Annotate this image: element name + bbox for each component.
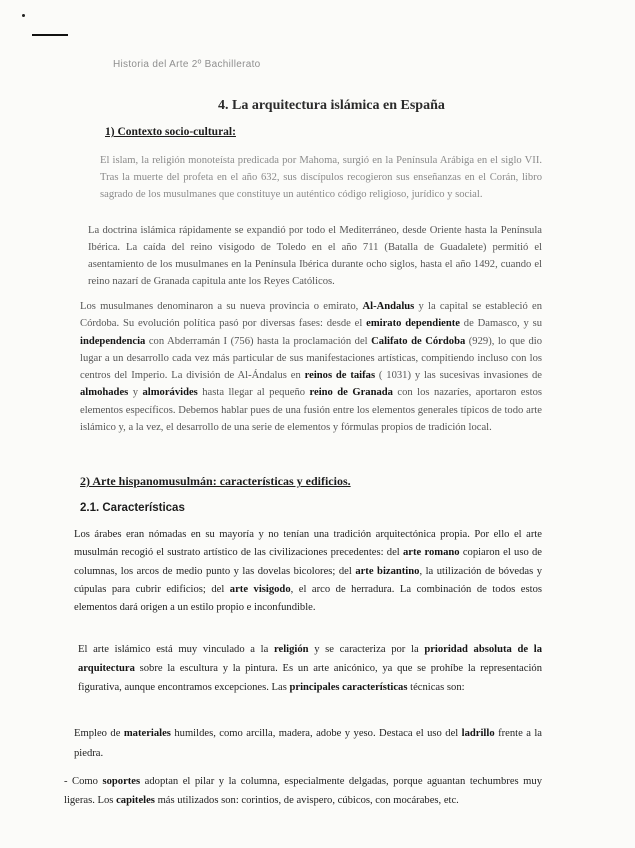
scan-mark-dot [22, 14, 25, 17]
page-title: 4. La arquitectura islámica en España [218, 98, 445, 113]
section-1-heading: 1) Contexto socio-cultural: [105, 126, 236, 138]
paragraph-influences: Los árabes eran nómadas en su mayoría y no tenían una tradición arquitectónica propia. Por ello el arte musulmán recogió el sustrato artístico de las civilizaciones precedentes: del arte romano copiaron el uso de columnas, los arcos de medio punto y las dovelas bicolores; del arte bizantino, la utilización de bóvedas y cúpulas para cubrir edificios; del arte visigodo, el arco de herradura. La combinación de todos estos elementos dará origen a un estilo propio e inconfundible. [74, 529, 542, 614]
scan-mark-dash [32, 34, 68, 36]
paragraph-materials: Empleo de materiales humildes, como arcilla, madera, adobe y yeso. Destaca el uso del ladrillo frente a la piedra. [74, 728, 542, 759]
paragraph-islam-origins: El islam, la religión monoteísta predicada por Mahoma, surgió en la Península Arábiga en el siglo VII. Tras la muerte del profeta en el año 632, sus discípulos recogieron sus enseñanzas en el Corán, libro sagrado de los musulmanes que constituye un auténtico código religioso, jurídico y social. [100, 155, 542, 200]
subsection-2-1-heading: 2.1. Características [80, 502, 185, 514]
paragraph-supports: - Como soportes adoptan el pilar y la columna, especialmente delgadas, porque aguantan techumbres muy ligeras. Los capiteles más utilizados son: corintios, de avispero, cúbicos, con mocárabes, etc. [64, 776, 542, 806]
paragraph-characteristics: El arte islámico está muy vinculado a la religión y se caracteriza por la prioridad absoluta de la arquitectura sobre la escultura y la pintura. Es un arte anicónico, ya que se prohíbe la representación figurativa, aunque encontramos excepciones. Las principales características técnicas son: [78, 644, 543, 693]
section-2-heading: 2) Arte hispanomusulmán: características y edificios. [80, 474, 351, 488]
paragraph-al-andalus: Los musulmanes denominaron a su nueva provincia o emirato, Al-Andalus y la capital se estableció en Córdoba. Su evolución política pasó por diversas fases: desde el emirato dependiente de Damasco, y su independencia con Abderramán I (756) hasta la proclamación del Califato de Córdoba (929), lo que dio lugar a un desarrollo cada vez más particular de sus manifestaciones artísticas, compitiendo incluso con los centros del Imperio. La división de Al-Ándalus en reinos de taifas ( 1031) y las sucesivas invasiones de almohades y almorávides hasta llegar al pequeño reino de Granada con los nazaríes, aportaron estos elementos específicos. Debemos hablar pues de una fusión entre los elementos generales típicos de todo arte islámico y, a la vez, el desarrollo de una serie de elementos y fórmulas propios de tradición local. [80, 301, 543, 434]
page-header: Historia del Arte 2º Bachillerato [113, 59, 261, 70]
paragraph-expansion: La doctrina islámica rápidamente se expandió por todo el Mediterráneo, desde Oriente hasta la Península Ibérica. La caída del reino visigodo de Toledo en el año 711 (Batalla de Guadalete) permitió el asentamiento de los musulmanes en la Península Ibérica durante ocho siglos, hasta el año 1492, cuando el reino nazarí de Granada capitula ante los Reyes Católicos. [88, 225, 542, 287]
